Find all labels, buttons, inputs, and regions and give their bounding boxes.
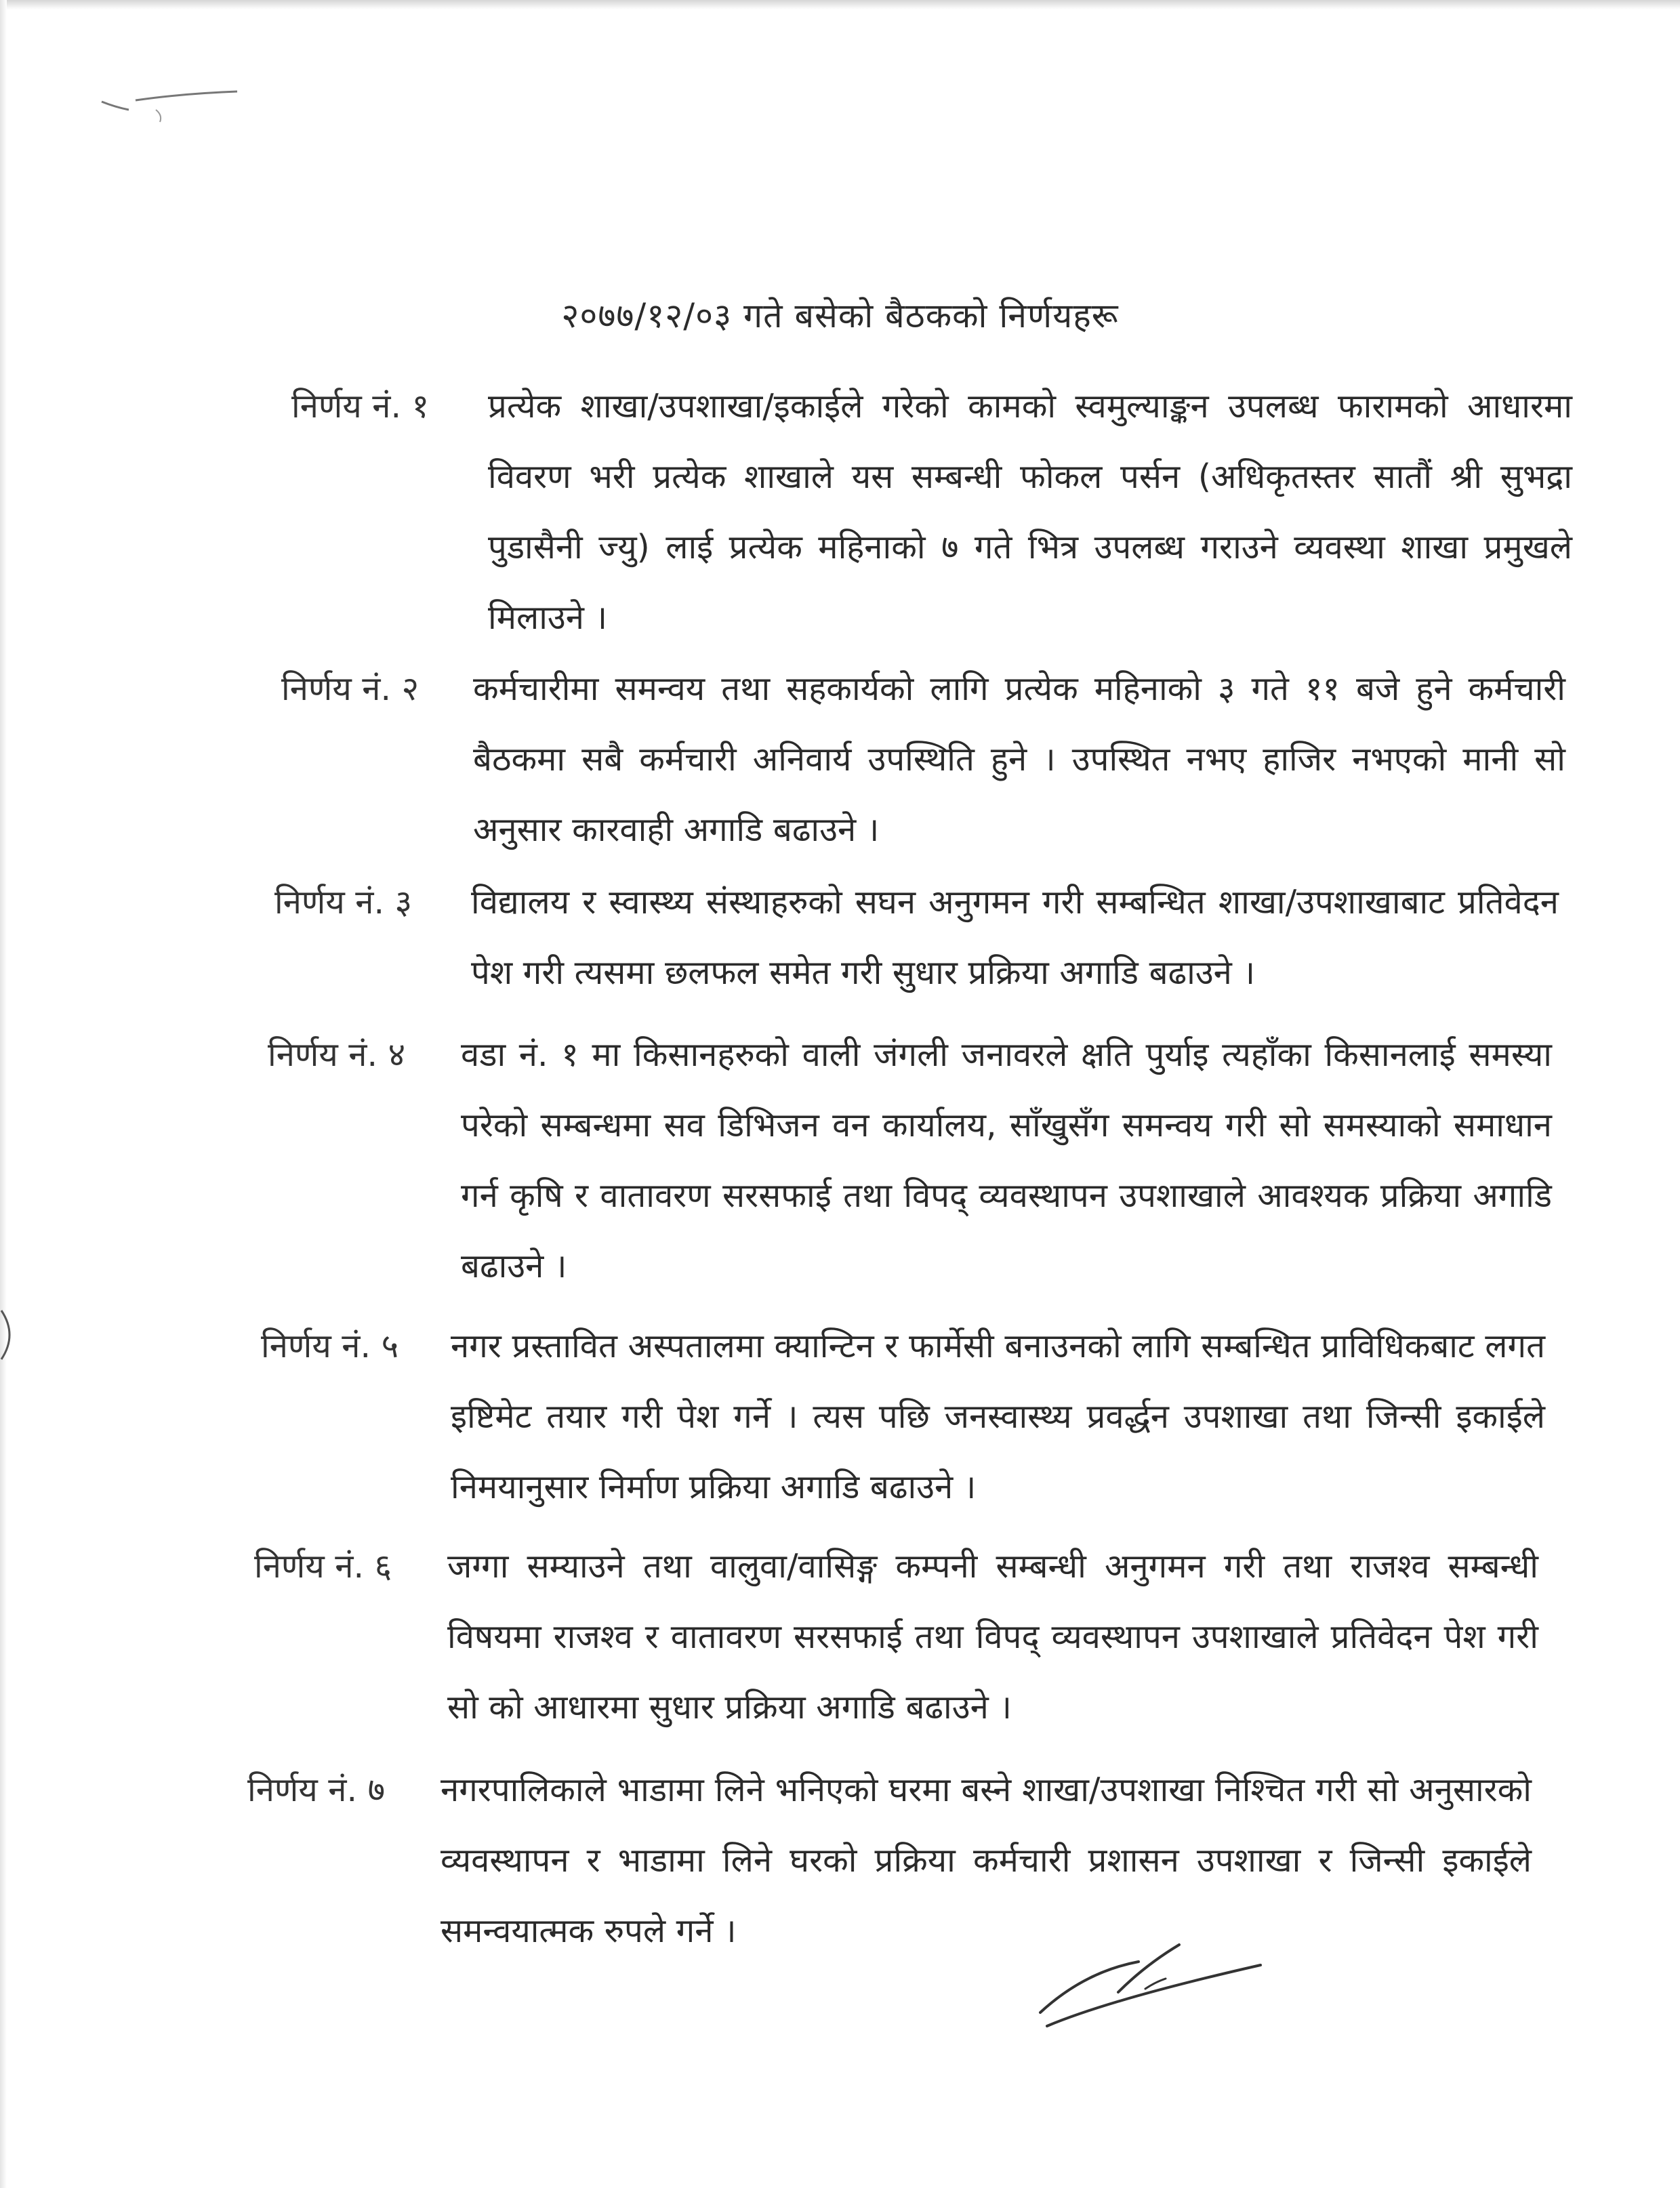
margin-mark [0,1308,20,1362]
decision-4 [268,1020,1552,1311]
decision-label: निर्णय नं. ५ [261,1327,399,1365]
document-title: २०७७/१२/०३ गते बसेको बैठकको निर्णयहरू [561,296,1119,335]
decision-label: निर्णय नं. ७ [247,1771,386,1809]
decision-5 [261,1311,1545,1528]
decision-6 [254,1531,1538,1748]
signature-mark [1030,1924,1274,2033]
decision-text: कर्मचारीमा समन्वय तथा सहकार्यको लागि प्रत्येक महिनाको ३ गते ११ बजे हुने कर्मचारी बैठकमा सबै कर्मचारी अनिवार्य उपस्थिति हुने । उपस्थित नभए हाजिर नभएको मानी सो अनुसार कारवाही अगाडि बढाउने । [473,669,1565,849]
decision-text: नगर प्रस्तावित अस्पतालमा क्यान्टिन र फार्मेसी बनाउनको लागि सम्बन्धित प्राविधिकबाट लगत इष्टिमेट तयार गरी पेश गर्ने । त्यस पछि जनस्वास्थ्य प्रवर्द्धन उपशाखा तथा जिन्सी इकाईले निमयानुसार निर्माण प्रक्रिया अगाडि बढाउने । [451,1327,1545,1506]
decision-text: प्रत्येक शाखा/उपशाखा/इकाईले गरेको कामको स्वमुल्याङ्कन उपलब्ध फारामको आधारमा विवरण भरी प्रत्येक शाखाले यस सम्बन्धी फोकल पर्सन (अधिकृतस्तर सातौं श्री सुभद्रा पुडासैनी ज्यु) लाई प्रत्येक महिनाको ७ गते भित्र उपलब्ध गराउने व्यवस्था शाखा प्रमुखले मिलाउने । [488,387,1572,637]
decision-label: निर्णय नं. २ [281,669,419,708]
decision-text: नगरपालिकाले भाडामा लिने भनिएको घरमा बस्ने शाखा/उपशाखा निश्चित गरी सो अनुसारको व्यवस्थापन र भाडामा लिने घरको प्रक्रिया कर्मचारी प्रशासन उपशाखा र जिन्सी इकाईले समन्वयात्मक रुपले गर्ने । [441,1771,1532,1950]
decision-text: वडा नं. १ मा किसानहरुको वाली जंगली जनावरले क्षति पुर्याइ त्यहाँका किसानलाई समस्या परेको सम्बन्धमा सव डिभिजन वन कार्यालय, साँखुसँग समन्वय गरी सो समस्याको समाधान गर्न कृषि र वातावरण सरसफाई तथा विपद् व्यवस्थापन उपशाखाले आवश्यक प्रक्रिया अगाडि बढाउने । [461,1035,1552,1285]
corner-scribble-mark [95,68,251,129]
decision-1 [291,371,1572,663]
decision-label: निर्णय नं. ४ [268,1035,406,1074]
decision-2 [281,654,1565,871]
decision-text: जग्गा सम्याउने तथा वालुवा/वासिङ्ग कम्पनी सम्बन्धी अनुगमन गरी तथा राजश्व सम्बन्धी विषयमा राजश्व र वातावरण सरसफाई तथा विपद् व्यवस्थापन उपशाखाले प्रतिवेदन पेश गरी सो को आधारमा सुधार प्रक्रिया अगाडि बढाउने । [447,1547,1538,1727]
scan-edge-top [0,0,1680,9]
decision-label: निर्णय नं. १ [291,387,430,426]
decision-label: निर्णय नं. ६ [254,1547,392,1586]
decision-7 [247,1755,1532,1972]
decision-text: विद्यालय र स्वास्थ्य संस्थाहरुको सघन अनुगमन गरी सम्बन्धित शाखा/उपशाखाबाट प्रतिवेदन पेश गरी त्यसमा छलफल समेत गरी सुधार प्रक्रिया अगाडि बढाउने । [471,883,1559,992]
decision-label: निर्णय नं. ३ [274,883,413,922]
decision-3 [274,867,1559,1013]
